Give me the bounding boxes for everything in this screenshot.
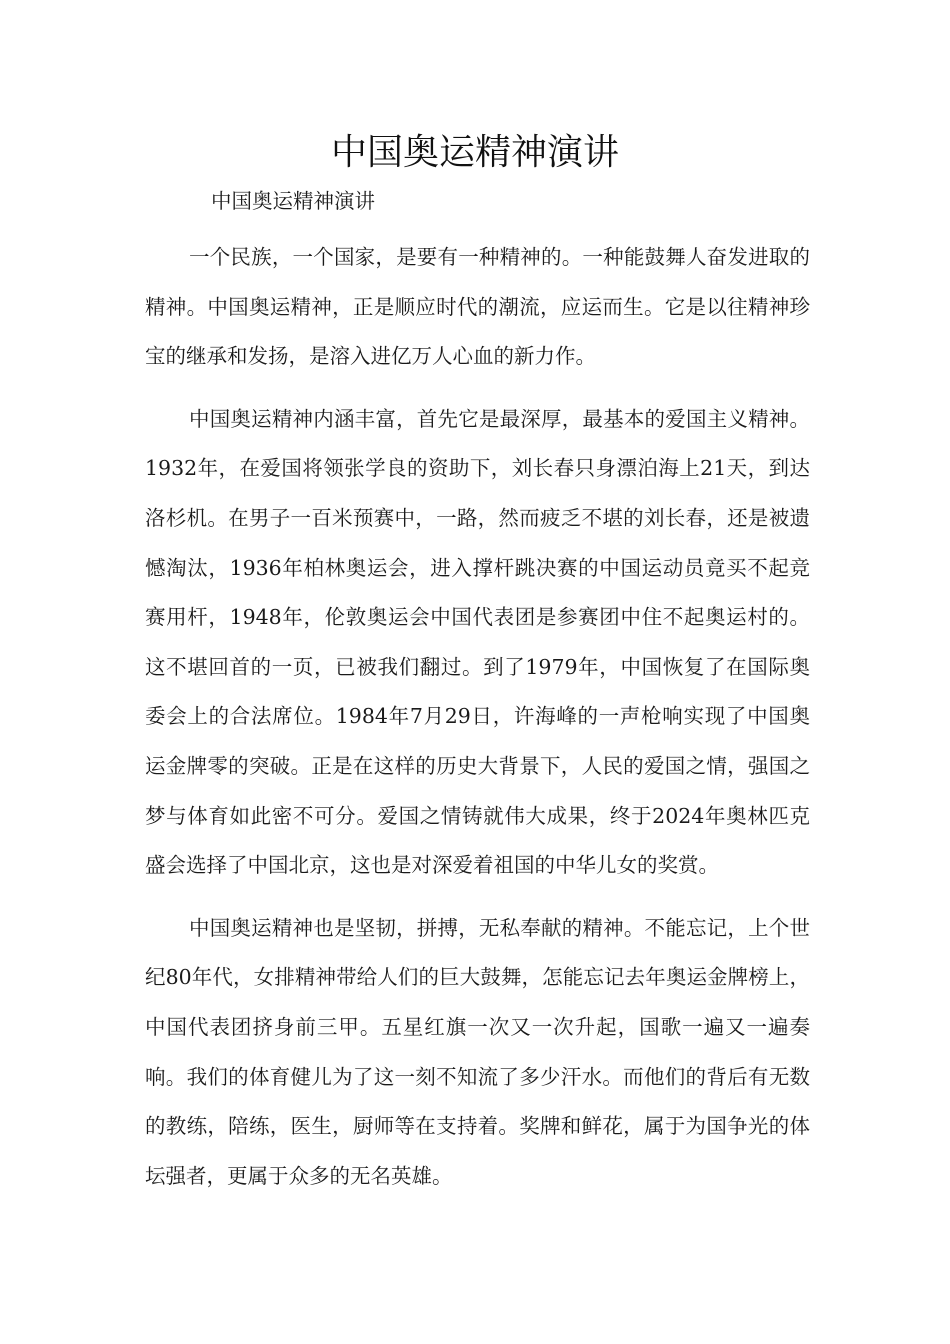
- document-subtitle: 中国奥运精神演讲: [211, 189, 375, 213]
- paragraph-3: 中国奥运精神也是坚韧，拼搏，无私奉献的精神。不能忘记，上个世纪80年代，女排精神带给人们的巨大鼓舞，怎能忘记去年奥运金牌榜上，中国代表团挤身前三甲。五星红旗一次又一次升起，国歌一遍又一遍奏响。我们的体育健儿为了这一刻不知流了多少汗水。而他们的背后有无数的教练，陪练，医生，厨师等在支持着。奖牌和鲜花，属于为国争光的体坛强者，更属于众多的无名英雄。: [145, 915, 810, 1188]
- paragraph-1: 一个民族，一个国家，是要有一种精神的。一种能鼓舞人奋发进取的精神。中国奥运精神，正是顺应时代的潮流，应运而生。它是以往精神珍宝的继承和发扬，是溶入进亿万人心血的新力作。: [145, 245, 810, 369]
- paragraph-2: 中国奥运精神内涵丰富，首先它是最深厚，最基本的爱国主义精神。1932年，在爱国将领张学良的资助下，刘长春只身漂泊海上21天，到达洛杉机。在男子一百米预赛中，一路，然而疲乏不堪的刘长春，还是被遗憾淘汰，1936年柏林奥运会，进入撑杆跳决赛的中国运动员竟买不起竞赛用杆，1948年，伦敦奥运会中国代表团是参赛团中住不起奥运村的。这不堪回首的一页，已被我们翻过。到了1979年，中国恢复了在国际奥委会上的合法席位。1984年7月29日，许海峰的一声枪响实现了中国奥运金牌零的突破。正是在这样的历史大背景下，人民的爱国之情，强国之梦与体育如此密不可分。爱国之情铸就伟大成果，终于2024年奥林匹克盛会选择了中国北京，这也是对深爱着祖国的中华儿女的奖赏。: [145, 406, 810, 878]
- document-body: [145, 182, 810, 1201]
- document-title: 中国奥运精神演讲: [330, 132, 619, 173]
